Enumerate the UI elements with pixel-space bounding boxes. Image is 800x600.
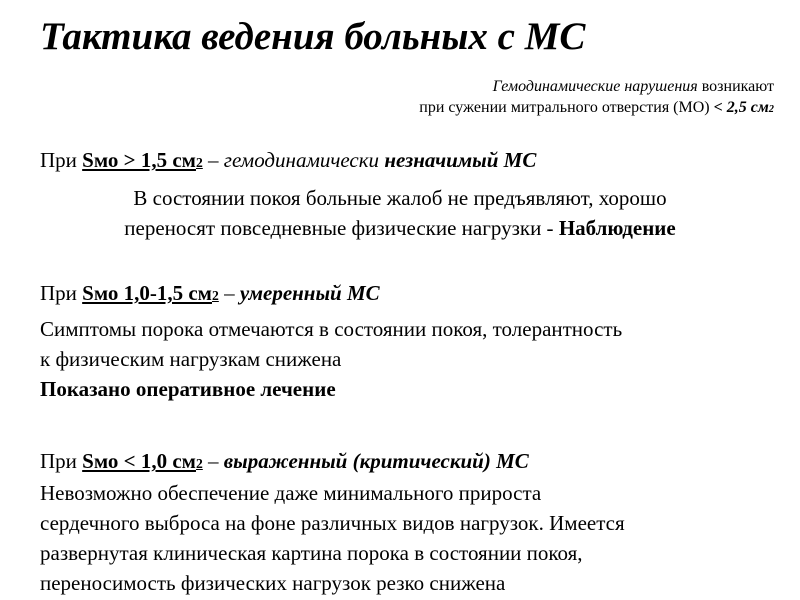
section-1-prefix: При — [40, 148, 83, 172]
subtitle-text: при сужении митрального отверстия (МО) — [419, 99, 714, 116]
section-2-area: Sмо 1,0-1,5 см — [82, 281, 212, 305]
section-1-area: Sмо > 1,5 см — [82, 148, 196, 172]
section-2-desc-bold: умеренный МС — [239, 281, 380, 305]
slide-title: Тактика ведения больных с МС — [40, 15, 586, 58]
section-2-body-line-1: Симптомы порока отмечаются в состоянии покоя, толерантность — [40, 317, 623, 341]
section-2-body-line-2: к физическим нагрузкам снижена — [40, 347, 342, 371]
subtitle-value: < 2,5 см — [713, 99, 769, 116]
subtitle-line-2 — [419, 97, 774, 120]
subtitle-italic: Гемодинамические нарушения — [492, 78, 698, 95]
section-3-dash: – — [202, 449, 224, 473]
section-1-desc-italic: гемодинамически — [223, 148, 385, 172]
section-3-body — [40, 478, 625, 598]
section-3-area-sub: 2 — [195, 456, 203, 471]
section-1-body-line-2 — [40, 213, 760, 243]
section-3-body-line-1: Невозможно обеспечение даже минимального прироста — [40, 481, 542, 505]
section-1-desc-bold: незначимый МС — [384, 148, 537, 172]
section-1-action: Наблюдение — [558, 216, 676, 240]
section-3-body-line-4: переносимость физических нагрузок резко снижена — [40, 571, 506, 595]
section-3-prefix: При — [40, 449, 83, 473]
subtitle-subscript: 2 — [768, 104, 774, 115]
section-2-dash: – — [218, 281, 240, 305]
section-2-prefix: При — [40, 281, 83, 305]
section-3-body-line-3: развернутая клиническая картина порока в состоянии покоя, — [40, 541, 583, 565]
subtitle-rest: возникают — [697, 78, 774, 95]
section-1-body-line-1: В состоянии покоя больные жалоб не предъявляют, хорошо — [133, 186, 667, 210]
section-2-area-sub: 2 — [211, 288, 219, 303]
subtitle-line-1 — [419, 76, 774, 97]
section-2-body — [40, 314, 622, 404]
section-1-heading — [40, 147, 536, 176]
section-3-desc-bold: выраженный (критический) МС — [223, 449, 529, 473]
section-3-body-line-2: сердечного выброса на фоне различных видов нагрузок. Имеется — [40, 511, 625, 535]
section-1-dash: – — [202, 148, 224, 172]
section-1-body-line-2-text: переносят повседневные физические нагрузки - — [124, 216, 559, 240]
subtitle-note — [419, 76, 774, 120]
section-3-area: Sмо < 1,0 см — [82, 449, 196, 473]
section-1-body — [40, 183, 760, 243]
section-2-heading — [40, 280, 380, 309]
section-3-heading — [40, 448, 529, 477]
section-2-action: Показано оперативное лечение — [40, 377, 336, 401]
section-1-area-sub: 2 — [195, 155, 203, 170]
